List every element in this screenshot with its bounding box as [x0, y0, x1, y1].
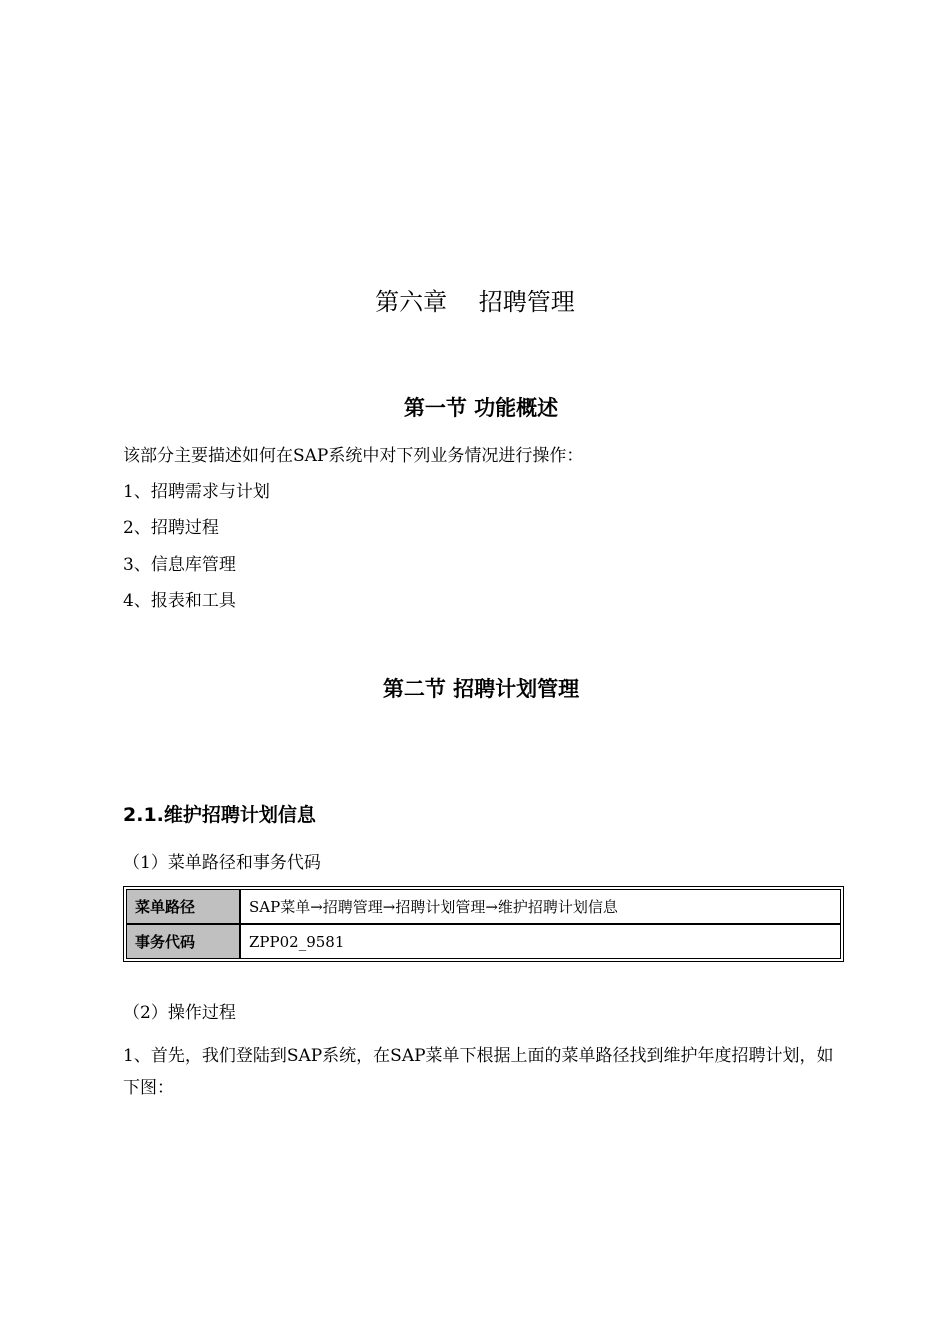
table-label-cell: 事务代码	[126, 924, 240, 959]
step-description: 1、首先，我们登陆到SAP系统，在SAP菜单下根据上面的菜单路径找到维护年度招聘计划，如下图：	[123, 1046, 834, 1098]
table-value-cell: ZPP02_9581	[240, 924, 841, 959]
menu-path-table	[123, 886, 844, 962]
table-row	[126, 924, 841, 959]
list-item: 2、招聘过程	[123, 518, 219, 538]
table-row	[126, 889, 841, 924]
list-item: 3、信息库管理	[123, 555, 236, 575]
step-label: （2）操作过程	[123, 1003, 236, 1023]
list-item: 1、招聘需求与计划	[123, 482, 270, 502]
intro-paragraph: 该部分主要描述如何在SAP系统中对下列业务情况进行操作：	[123, 446, 584, 466]
table-label-cell: 菜单路径	[126, 889, 240, 924]
step-label: （1）菜单路径和事务代码	[123, 853, 321, 873]
list-item: 4、报表和工具	[123, 591, 236, 611]
subsection-title: 2.1.维护招聘计划信息	[123, 804, 316, 826]
section-title-overview: 第一节 功能概述	[403, 396, 559, 420]
section-title-recruitment-plan: 第二节 招聘计划管理	[382, 677, 580, 701]
table-value-cell: SAP菜单→招聘管理→招聘计划管理→维护招聘计划信息	[240, 889, 841, 924]
chapter-title: 第六章 招聘管理	[375, 288, 575, 316]
